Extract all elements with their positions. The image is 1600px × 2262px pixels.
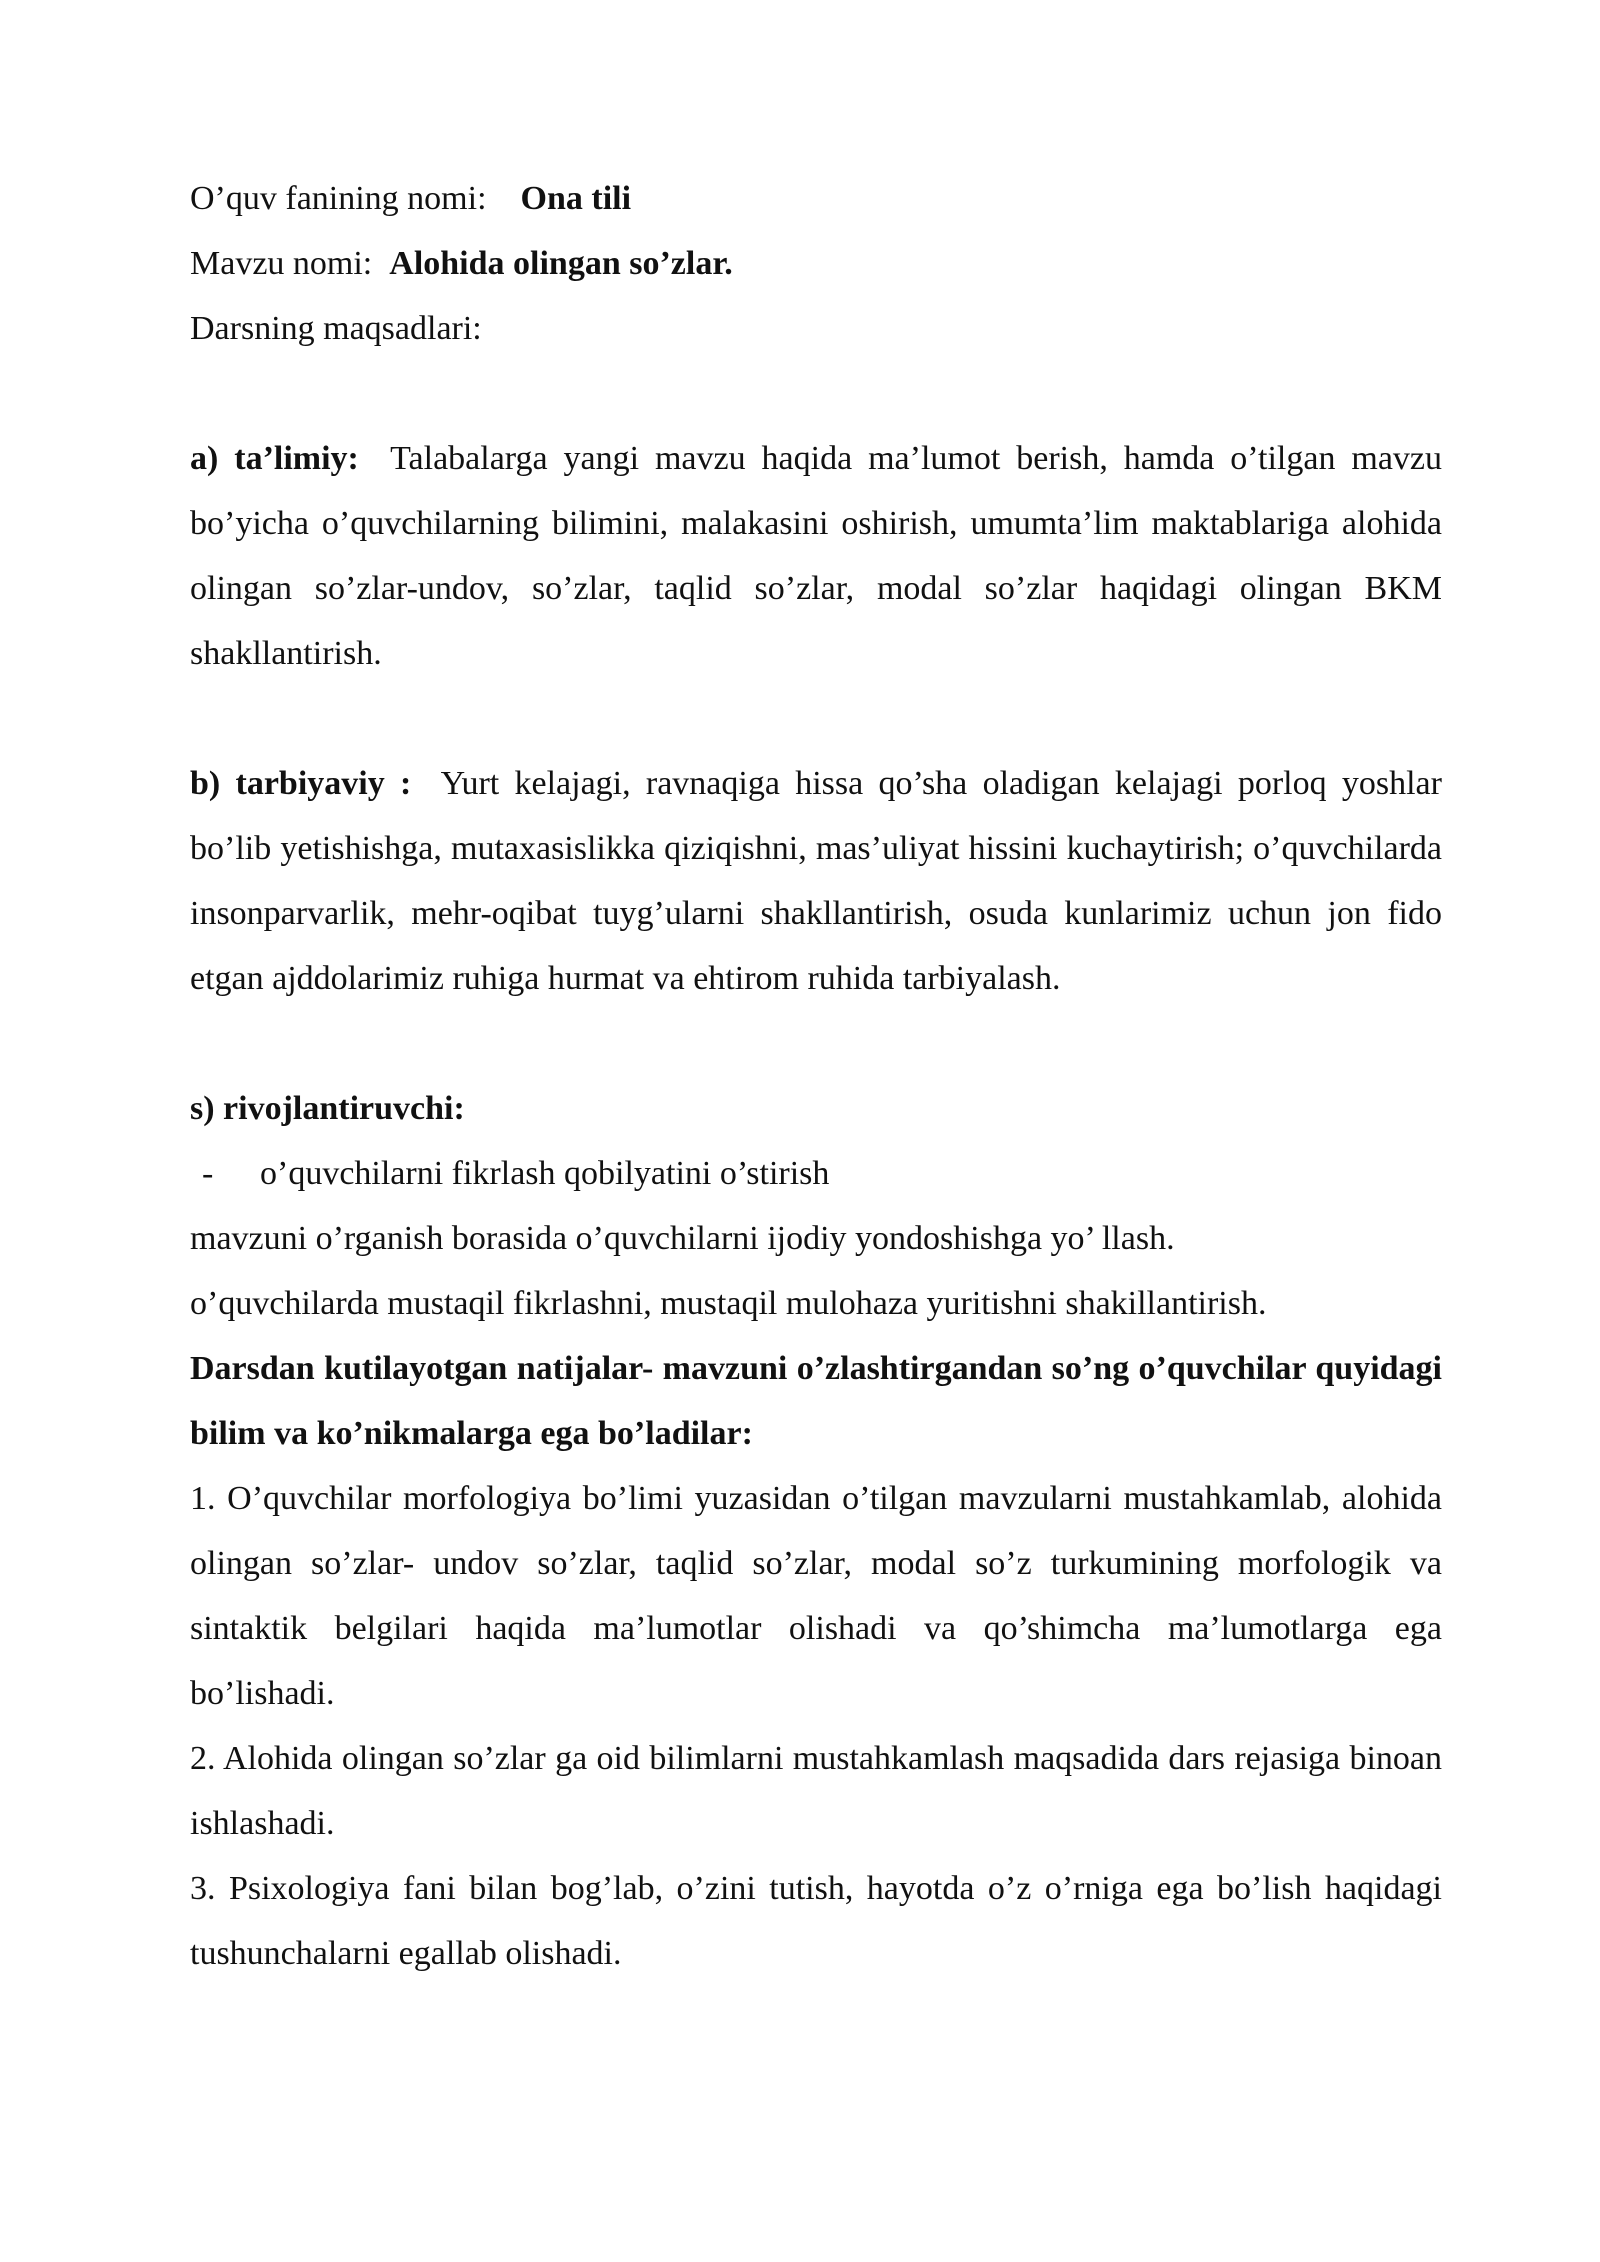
- goal-educational-text: Talabalarga yangi mavzu haqida ma’lumot berish, hamda o’tilgan mavzu bo’yicha o’quvchilarning bilimini, malakasini oshirish, umumta’lim maktablariga alohida olingan so’zlar-undov, so’zlar, taqlid so’zlar, modal so’zlar haqidagi olingan BKM shakllantirish.: [190, 440, 1442, 672]
- goal-developmental-item: [190, 1141, 1442, 1206]
- spacer: [190, 686, 1442, 751]
- subject-line: [190, 166, 1442, 231]
- spacer: [190, 361, 1442, 426]
- spacer: [190, 1011, 1442, 1076]
- goal-developmental-item: mavzuni o’rganish borasida o’quvchilarni ijodiy yondoshishga yo’ llash.: [190, 1220, 1175, 1257]
- document-page: [190, 166, 1442, 1986]
- goal-developmental-label: s) rivojlantiruvchi:: [190, 1090, 465, 1127]
- goal-educational-label: a) ta’limiy:: [190, 440, 359, 477]
- subject-value: Ona tili: [520, 180, 632, 217]
- dash-bullet: -: [202, 1155, 214, 1192]
- goal-upbringing: [190, 751, 1442, 1011]
- goal-educational: [190, 426, 1442, 686]
- outcomes-heading: Darsdan kutilayotgan natijalar- mavzuni o’zlashtirgandan so’ng o’quvchilar quyidagi bilim va ko’nikmalarga ega bo’ladilar:: [190, 1350, 1442, 1452]
- goal-developmental-item: o’quvchilarda mustaqil fikrlashni, mustaqil mulohaza yuritishni shakillantirish.: [190, 1285, 1267, 1322]
- outcome-item-3: 3. Psixologiya fani bilan bog’lab, o’zini tutish, hayotda o’z o’rniga ega bo’lish haqidagi tushunchalarni egallab olishadi.: [190, 1870, 1442, 1972]
- outcome-item-1: 1. O’quvchilar morfologiya bo’limi yuzasidan o’tilgan mavzularni mustahkamlab, alohida olingan so’zlar- undov so’zlar, taqlid so’zlar, modal so’z turkumining morfologik va sintaktik belgilari haqida ma’lumotlar olishadi va qo’shimcha ma’lumotlarga ega bo’lishadi.: [190, 1480, 1442, 1712]
- goal-upbringing-label: b) tarbiyaviy :: [190, 765, 412, 802]
- topic-line: [190, 231, 1442, 296]
- topic-label: Mavzu nomi:: [190, 245, 373, 282]
- goal-developmental-item-text: o’quvchilarni fikrlash qobilyatini o’stirish: [260, 1155, 830, 1192]
- goal-upbringing-text: Yurt kelajagi, ravnaqiga hissa qo’sha oladigan kelajagi porloq yoshlar bo’lib yetishishga, mutaxasislikka qiziqishni, mas’uliyat hissini kuchaytirish; o’quvchilarda insonparvarlik, mehr-oqibat tuyg’ularni shakllantirish, osuda kunlarimiz uchun jon fido etgan ajddolarimiz ruhiga hurmat va ehtirom ruhida tarbiyalash.: [190, 765, 1442, 997]
- topic-value: Alohida olingan so’zlar.: [389, 245, 733, 282]
- subject-label: O’quv fanining nomi:: [190, 180, 487, 217]
- goals-heading: Darsning maqsadlari:: [190, 310, 482, 347]
- outcome-item-2: 2. Alohida olingan so’zlar ga oid bilimlarni mustahkamlash maqsadida dars rejasiga binoan ishlashadi.: [190, 1740, 1442, 1842]
